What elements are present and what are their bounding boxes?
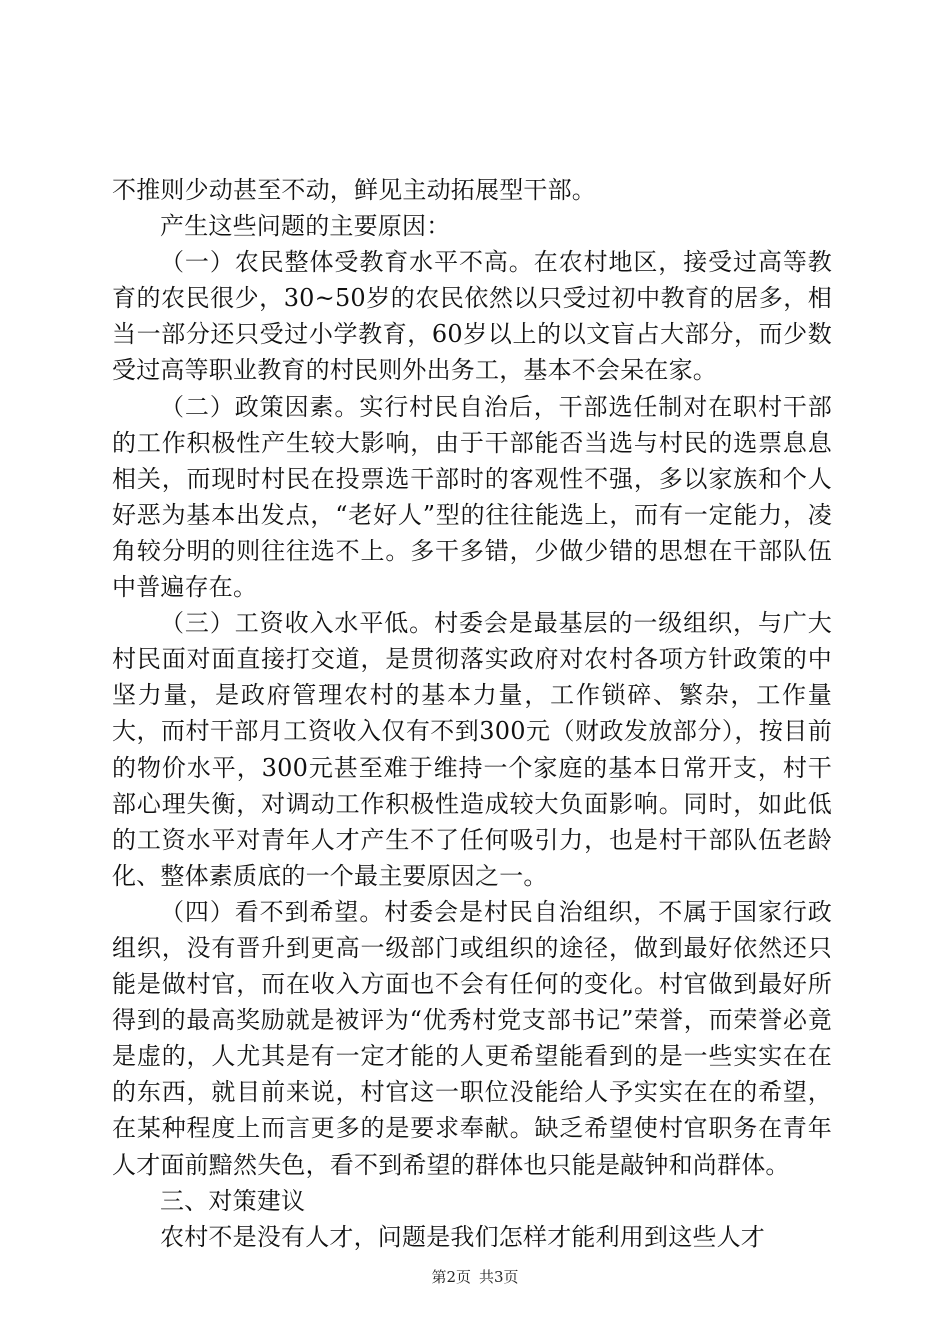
paragraph-causes-intro: 产生这些问题的主要原因：: [160, 212, 451, 241]
paragraph-cause-salary: （三）工资收入水平低。村委会是最基层的一级组织，与广大村民面对面直接打交道，是贯彻落实政府对农村各项方针政策的中坚力量，是政府管理农村的基本力量，工作锁碎、繁杂，工作量大，而村干部月工资收入仅有不到300元（财政发放部分），按目前的物价水平，300元甚至难于维持一个家庭的基本日常开支，村干部心理失衡，对调动工作积极性造成较大负面影响。同时，如此低的工资水平对青年人才产生不了任何吸引力，也是村干部队伍老龄化、整体素质底的一个最主要原因之一。: [112, 609, 832, 890]
document-body: [112, 172, 832, 1255]
paragraph-cause-education: （一）农民整体受教育水平不高。在农村地区，接受过高等教育的农民很少，30~50岁的农民依然以只受过初中教育的居多，相当一部分还只受过小学教育，60岁以上的以文盲占大部分，而少数受过高等职业教育的村民则外出务工，基本不会呆在家。: [112, 248, 832, 385]
page-total: 共3页: [479, 1268, 519, 1286]
paragraph-suggestions-start: 农村不是没有人才，问题是我们怎样才能利用到这些人才: [160, 1222, 765, 1251]
paragraph-cause-policy: （二）政策因素。实行村民自治后，干部选任制对在职村干部的工作积极性产生较大影响，由于干部能否当选与村民的选票息息相关，而现时村民在投票选干部时的客观性不强，多以家族和个人好恶为基本出发点，“老好人”型的往往能选上，而有一定能力，凌角较分明的则往往选不上。多干多错，少做少错的思想在干部队伍中普遍存在。: [112, 392, 832, 602]
page-footer: [0, 1266, 950, 1287]
paragraph-cause-no-hope: （四）看不到希望。村委会是村民自治组织，不属于国家行政组织，没有晋升到更高一级部门或组织的途径，做到最好依然还只能是做村官，而在收入方面也不会有任何的变化。村官做到最好所得到的最高奖励就是被评为“优秀村党支部书记”荣誉，而荣誉必竟是虚的，人尤其是有一定才能的人更希望能看到的是一些实实在在的东西，就目前来说，村官这一职位没能给人予实实在在的希望，在某种程度上而言更多的是要求奉献。缺乏希望使村官职务在青年人才面前黯然失色，看不到希望的群体也只能是敲钟和尚群体。: [112, 897, 832, 1179]
paragraph-continuation: 不推则少动甚至不动，鲜见主动拓展型干部。: [112, 176, 596, 204]
page-number: 第2页: [431, 1268, 471, 1286]
section-heading-suggestions: 三、对策建议: [160, 1186, 306, 1215]
